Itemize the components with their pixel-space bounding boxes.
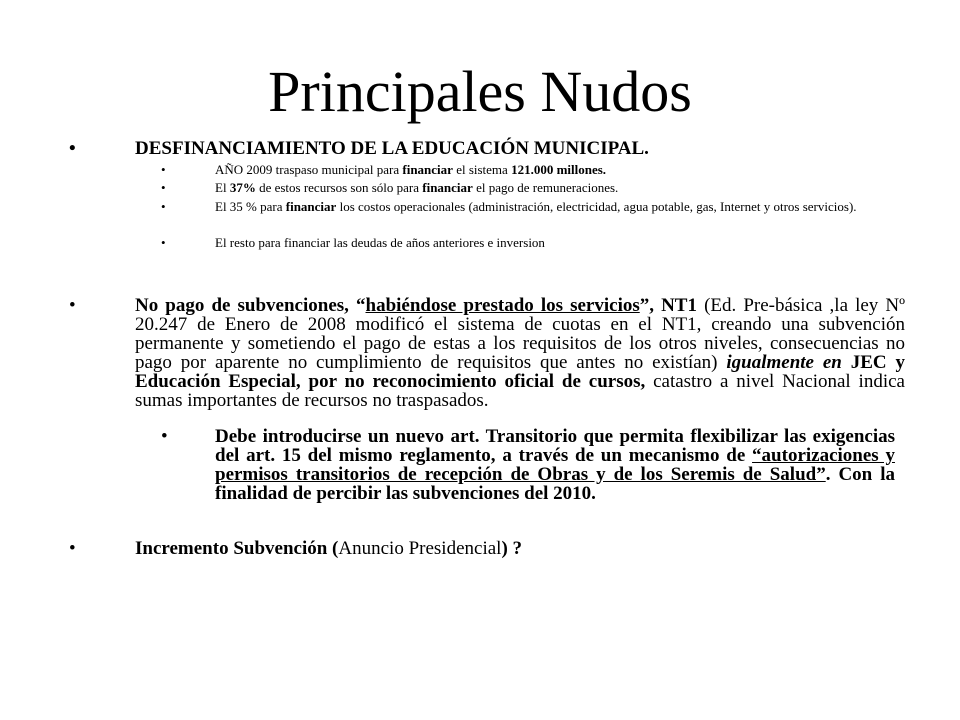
text-run: el sistema <box>452 162 512 177</box>
text-run-bold: Incremento Subvención ( <box>135 538 339 559</box>
text-run: catastro a nivel Nacional indica sumas importantes de recursos no traspasados. <box>135 371 905 411</box>
slide-title: Principales Nudos <box>268 59 692 124</box>
bullet-dot: • <box>69 538 76 559</box>
bullet-incremento-subvencion <box>69 538 905 559</box>
bullet-dot: • <box>161 235 166 250</box>
heading-desfinanciamiento: DESFINANCIAMIENTO DE LA EDUCACIÓN MUNICIPAL. <box>135 138 649 159</box>
bullet-dot: • <box>69 138 76 159</box>
text-run-bold: . Con la finalidad de percibir las subvenciones del 2010. <box>215 464 895 504</box>
bullet-dot: • <box>161 426 168 447</box>
text-run: El resto para financiar las deudas de años anteriores e inversion <box>215 235 545 250</box>
bullet-dot: • <box>161 199 166 214</box>
bullet-desfinanciamiento <box>69 138 905 159</box>
text-run-bold: ) ? <box>501 538 523 559</box>
text-run: El 35 % para <box>215 199 286 214</box>
text-run-bold: 121.000 millones. <box>511 162 607 177</box>
text-run: (Ed. Pre-básica ,la ley Nº 20.247 de Enero de 2008 modificó el sistema de cuotas en el NT1, creando una subvención permanente y sometiendo el pago de estas a los requisitos de los otros niveles, consecuencias no pago por aparente no cumplimiento de requisitos que antes no existían) <box>135 295 905 373</box>
bullet-no-pago-subvenciones <box>69 295 905 411</box>
text-run: El <box>215 180 230 195</box>
text-run: de estos recursos son sólo para <box>255 180 423 195</box>
text-run-bold: ”, NT1 <box>639 295 697 316</box>
sub-bullet-37-percent <box>161 180 905 195</box>
text-run-underlined: habiéndose prestado los servicios <box>365 295 640 316</box>
text-run: AÑO 2009 traspaso municipal para <box>215 162 403 177</box>
bullet-dot: • <box>161 162 166 177</box>
text-run-underlined: “autorizaciones y permisos transitorios de recepción de Obras y de los Seremis de Salud” <box>215 445 895 485</box>
bullet-dot: • <box>69 295 76 316</box>
text-run-bold: Debe introducirse un nuevo art. Transitorio que permita flexibilizar las exigencias del art. 15 del mismo reglamento, a través de un mecanismo de <box>215 426 895 466</box>
text-run: los costos operacionales (administración, electricidad, agua potable, gas, Internet y otros servicios). <box>336 199 857 214</box>
sub-bullet-resto <box>161 235 905 250</box>
sub-bullet-nuevo-articulo <box>161 426 895 504</box>
text-run-bold: financiar <box>285 199 337 214</box>
text-run-bold: financiar <box>422 180 473 195</box>
bullet-dot: • <box>161 180 166 195</box>
text-run-bold: No pago de subvenciones, “ <box>135 295 366 316</box>
text-run: el pago de remuneraciones. <box>472 180 619 195</box>
text-run-bold-italic: igualmente en <box>726 352 842 373</box>
text-run-bold: financiar <box>402 162 453 177</box>
sub-bullet-ano-2009 <box>161 162 905 177</box>
text-run-bold: JEC y Educación Especial, por no reconocimiento oficial de cursos, <box>135 352 905 392</box>
text-run: Anuncio Presidencial <box>338 538 502 559</box>
text-run-bold: 37% <box>229 180 256 195</box>
sub-bullet-35-percent <box>161 199 905 214</box>
